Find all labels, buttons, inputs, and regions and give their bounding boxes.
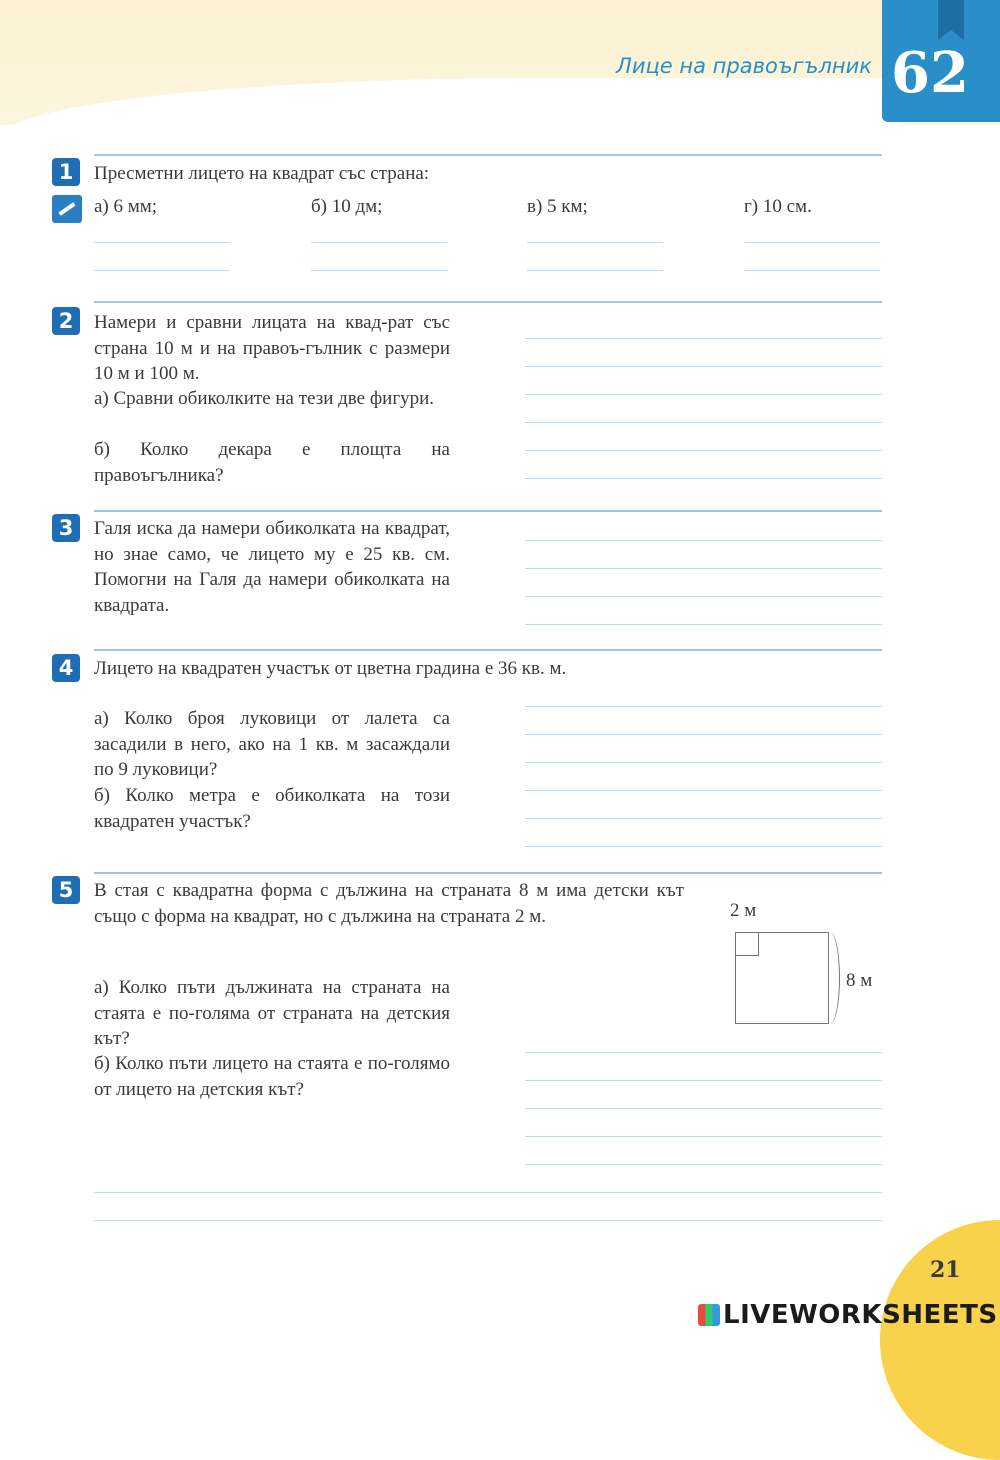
task-1-text: Пресметни лицето на квадрат със страна: (94, 163, 430, 184)
task-4-part-b: б) Колко метра е обиколката на този квадратен участък? (94, 785, 450, 832)
liveworksheets-logo (698, 1300, 998, 1332)
answer-line[interactable] (525, 338, 882, 339)
answer-line[interactable] (525, 1080, 882, 1081)
task-5-text: В стая с квадратна форма с дължина на страната 8 м има детски кът също с форма на квадрат, но с дължина на страната 2 м. (94, 880, 684, 927)
figure-large-label: 8 м (846, 970, 873, 991)
answer-line[interactable] (525, 790, 882, 791)
page-number: 21 (930, 1257, 961, 1283)
brace-figure (830, 932, 840, 1024)
liveworksheets-icon (698, 1304, 720, 1326)
answer-line[interactable] (525, 734, 882, 735)
answer-line[interactable] (525, 568, 882, 569)
answer-line[interactable] (525, 1108, 882, 1109)
answer-line[interactable] (525, 1164, 882, 1165)
answer-line[interactable] (525, 366, 882, 367)
task-2-text: Намери и сравни лицата на квад-рат със страна 10 м и на правоъ-гълник с размери 10 м и 100 м. (94, 312, 450, 384)
answer-line[interactable] (527, 242, 663, 243)
answer-line[interactable] (525, 394, 882, 395)
task-5-part-a: а) Колко пъти дължината на страната на стаята е по-голяма от страната на детския кът? (94, 977, 450, 1049)
answer-line[interactable] (525, 1052, 882, 1053)
corner-square-figure (735, 932, 759, 956)
task-4-text: Лицето на квадратен участък от цветна градина е 36 кв. м. (94, 658, 567, 679)
task-divider (94, 510, 882, 512)
task-1-number: 1 (52, 158, 80, 186)
task-4-number: 4 (52, 654, 80, 682)
task-divider (94, 301, 882, 303)
answer-line[interactable] (311, 270, 447, 271)
lesson-number: 62 (891, 40, 969, 106)
answer-line[interactable] (525, 846, 882, 847)
answer-line[interactable] (525, 540, 882, 541)
answer-line[interactable] (94, 1192, 882, 1193)
answer-line[interactable] (525, 706, 882, 707)
answer-line[interactable] (311, 242, 447, 243)
answer-line[interactable] (525, 762, 882, 763)
answer-line[interactable] (744, 242, 880, 243)
answer-line[interactable] (525, 478, 882, 479)
answer-line[interactable] (525, 422, 882, 423)
task-divider (94, 872, 882, 874)
task-3-number: 3 (52, 514, 80, 542)
task-1-option-b: б) 10 дм; (311, 196, 383, 217)
answer-line[interactable] (525, 596, 882, 597)
answer-line[interactable] (525, 1136, 882, 1137)
answer-line[interactable] (525, 624, 882, 625)
answer-line[interactable] (94, 1220, 882, 1221)
task-3-text: Галя иска да намери обиколката на квадрат, но знае само, че лицето му е 25 кв. см. Помогни на Галя да намери обиколката на квадрата. (94, 518, 450, 616)
answer-line[interactable] (525, 818, 882, 819)
answer-line[interactable] (527, 270, 663, 271)
task-divider (94, 649, 882, 651)
task-1-option-d: г) 10 см. (744, 196, 812, 217)
task-2-number: 2 (52, 307, 80, 335)
lesson-title: Лице на правоъгълник (616, 54, 872, 78)
task-divider (94, 154, 882, 156)
task-5-part-b: б) Колко пъти лицето на стаята е по-голямо от лицето на детския кът? (94, 1053, 450, 1100)
answer-line[interactable] (525, 450, 882, 451)
task-4-part-a: а) Колко броя луковици от лалета са засадили в него, ако на 1 кв. м засаждали по 9 луковици? (94, 708, 450, 780)
calculator-icon (52, 195, 82, 223)
task-5-number: 5 (52, 876, 80, 904)
task-1-option-a: а) 6 мм; (94, 196, 158, 217)
page-corner-decoration (880, 1220, 1000, 1460)
task-2-part-a: а) Сравни обиколките на тези две фигури. (94, 388, 435, 409)
task-1-option-c: в) 5 км; (527, 196, 588, 217)
answer-line[interactable] (94, 242, 230, 243)
answer-line[interactable] (94, 270, 230, 271)
figure-small-label: 2 м (730, 900, 757, 921)
answer-line[interactable] (744, 270, 880, 271)
task-2-part-b: б) Колко декара е площта на правоъгълника? (94, 439, 450, 486)
liveworksheets-text: LIVEWORKSHEETS (723, 1300, 998, 1330)
